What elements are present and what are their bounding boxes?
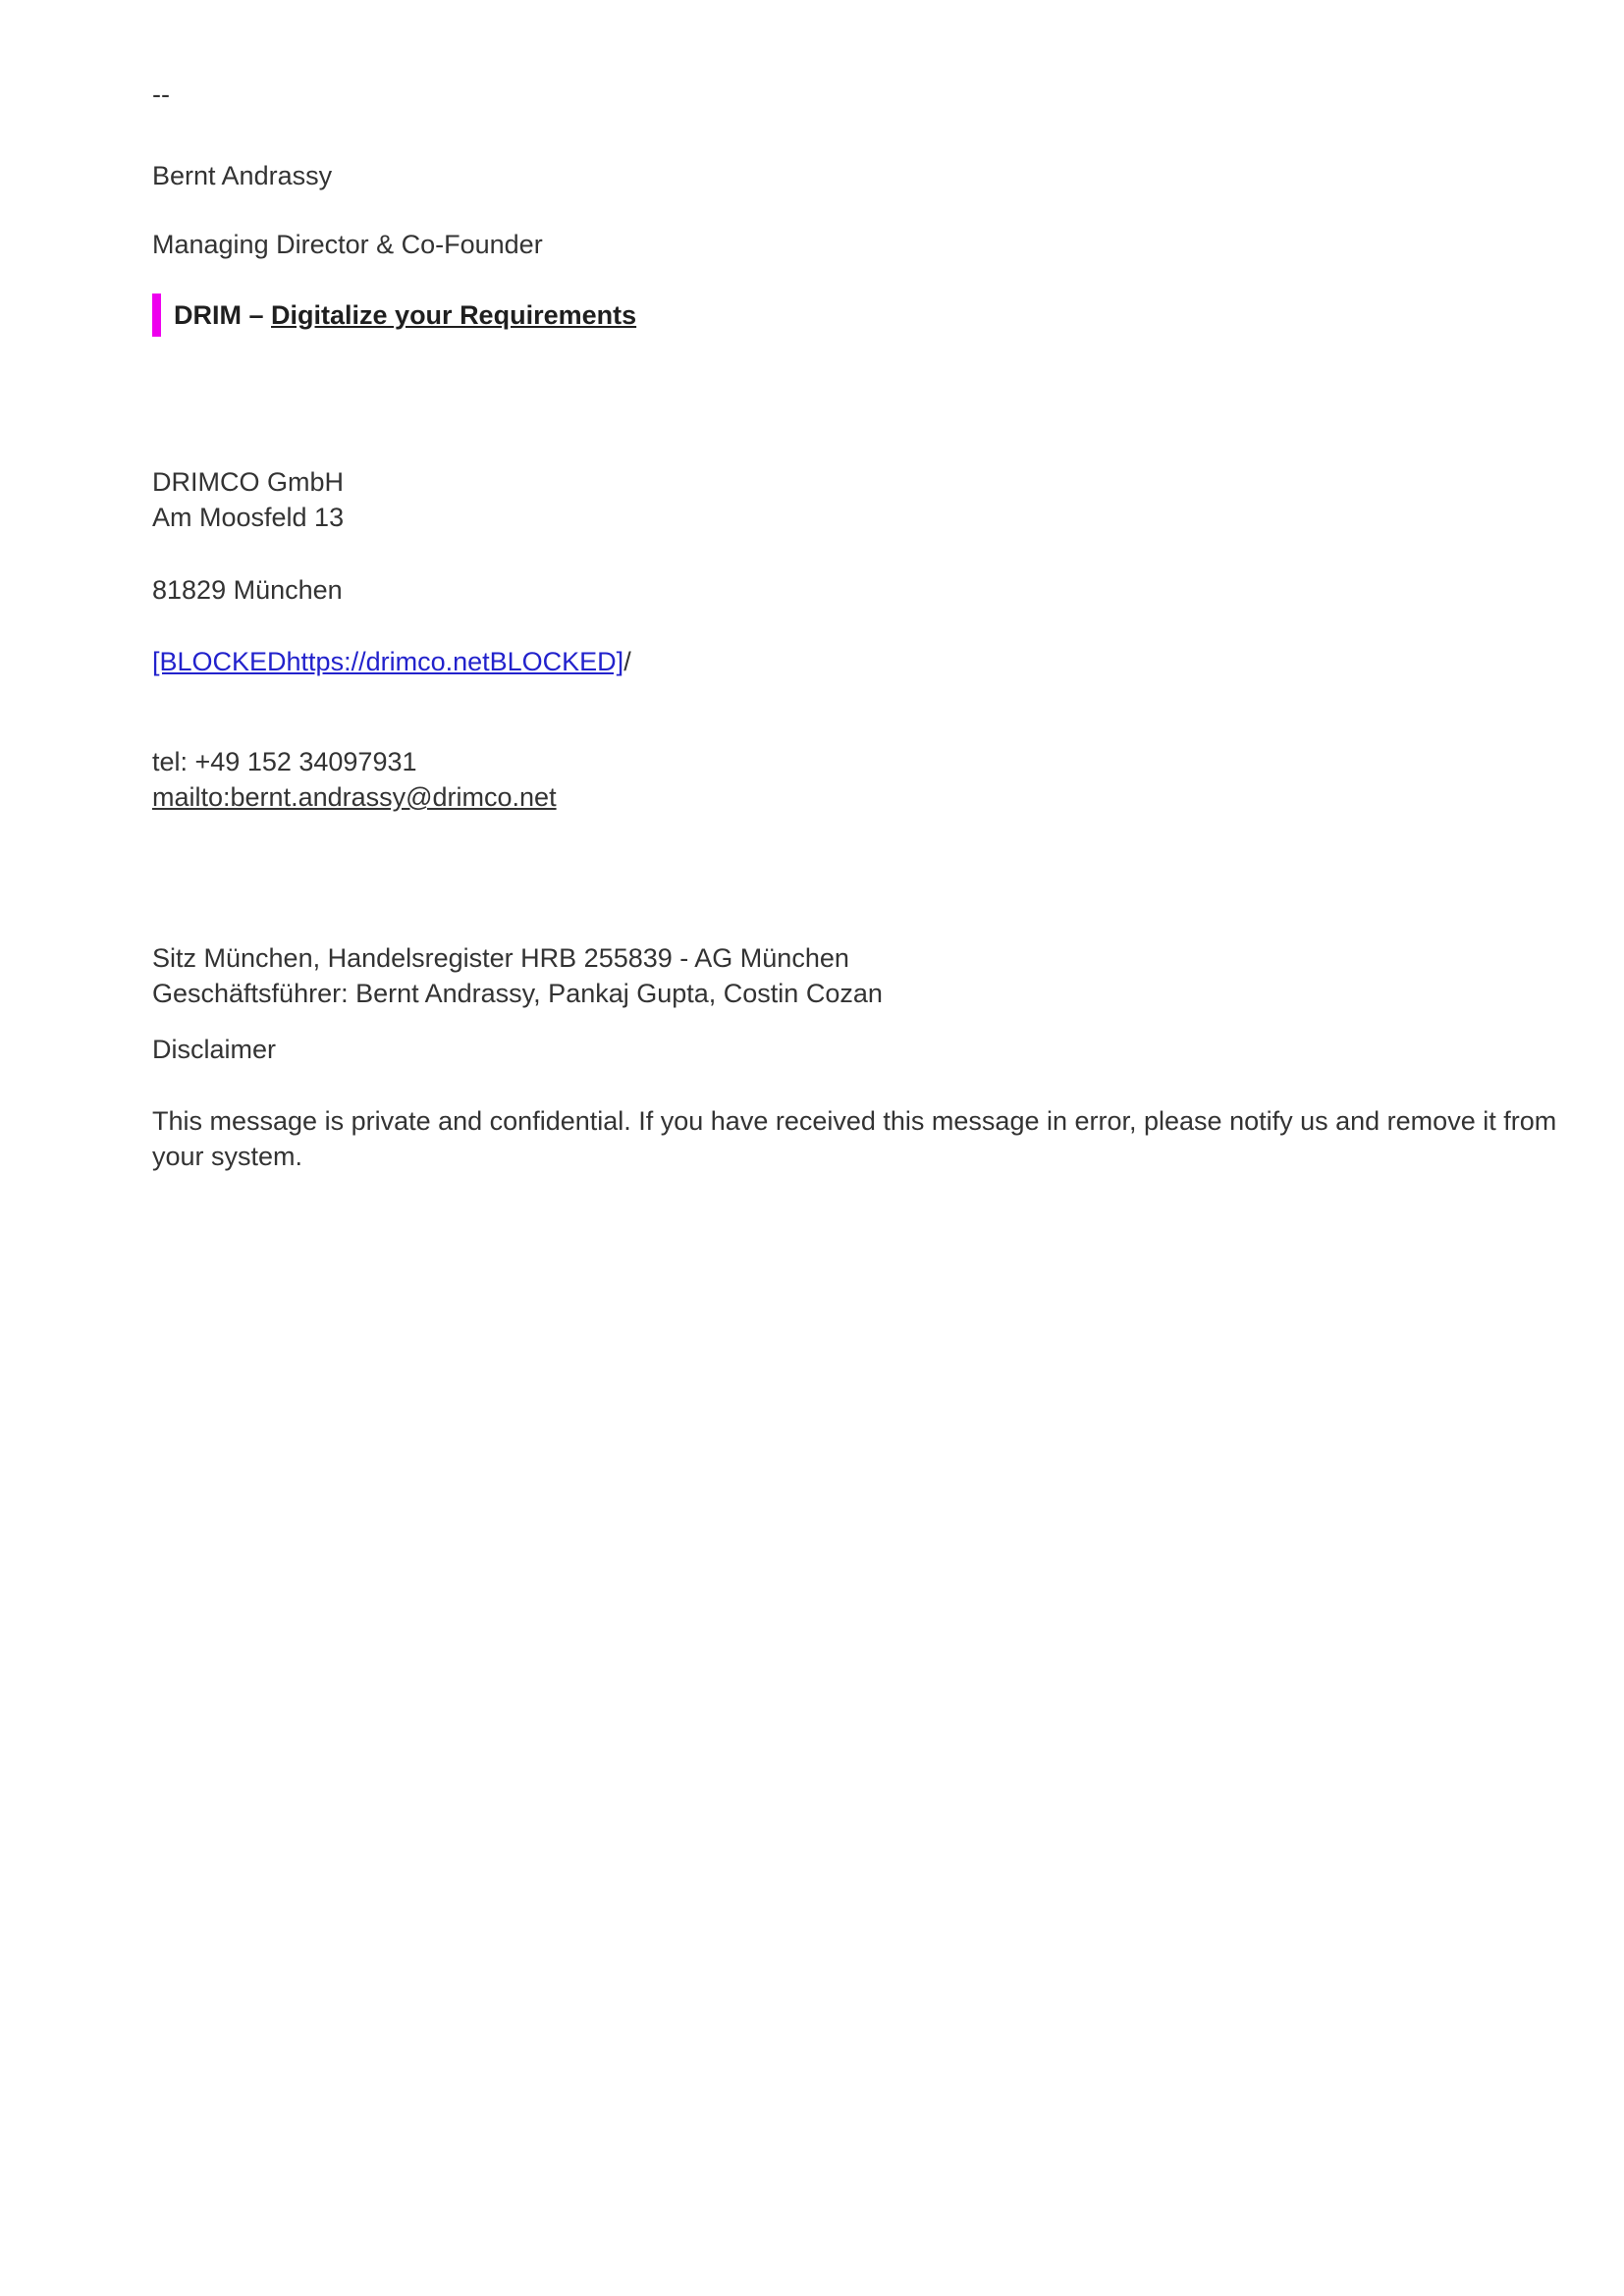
brand-name: DRIM – bbox=[174, 300, 264, 330]
company-city: 81829 München bbox=[152, 575, 343, 605]
tagline-slogan-link[interactable]: Digitalize your Requirements bbox=[271, 300, 637, 330]
contact-block bbox=[152, 744, 1566, 815]
phone-number: tel: +49 152 34097931 bbox=[152, 747, 417, 776]
company-address-block bbox=[152, 464, 1566, 535]
managing-directors-line: Geschäftsführer: Bernt Andrassy, Pankaj Gupta, Costin Cozan bbox=[152, 979, 883, 1008]
signature-separator: -- bbox=[152, 80, 170, 109]
website-line bbox=[152, 644, 1566, 679]
company-registry-block bbox=[152, 940, 1566, 1011]
sender-job-title: Managing Director & Co-Founder bbox=[152, 230, 543, 259]
website-suffix: / bbox=[623, 647, 631, 676]
email-link[interactable]: mailto:bernt.andrassy@drimco.net bbox=[152, 782, 557, 812]
registry-line: Sitz München, Handelsregister HRB 255839 - AG München bbox=[152, 943, 849, 973]
disclaimer-text: This message is private and confidential. If you have received this message in error, please notify us and remove it from your system. bbox=[152, 1106, 1557, 1171]
website-link[interactable]: [BLOCKEDhttps://drimco.netBLOCKED] bbox=[152, 647, 624, 676]
company-street: Am Moosfeld 13 bbox=[152, 503, 345, 532]
company-name: DRIMCO GmbH bbox=[152, 467, 344, 497]
disclaimer-heading: Disclaimer bbox=[152, 1035, 277, 1064]
sender-name: Bernt Andrassy bbox=[152, 161, 333, 190]
brand-tagline bbox=[152, 294, 1566, 337]
